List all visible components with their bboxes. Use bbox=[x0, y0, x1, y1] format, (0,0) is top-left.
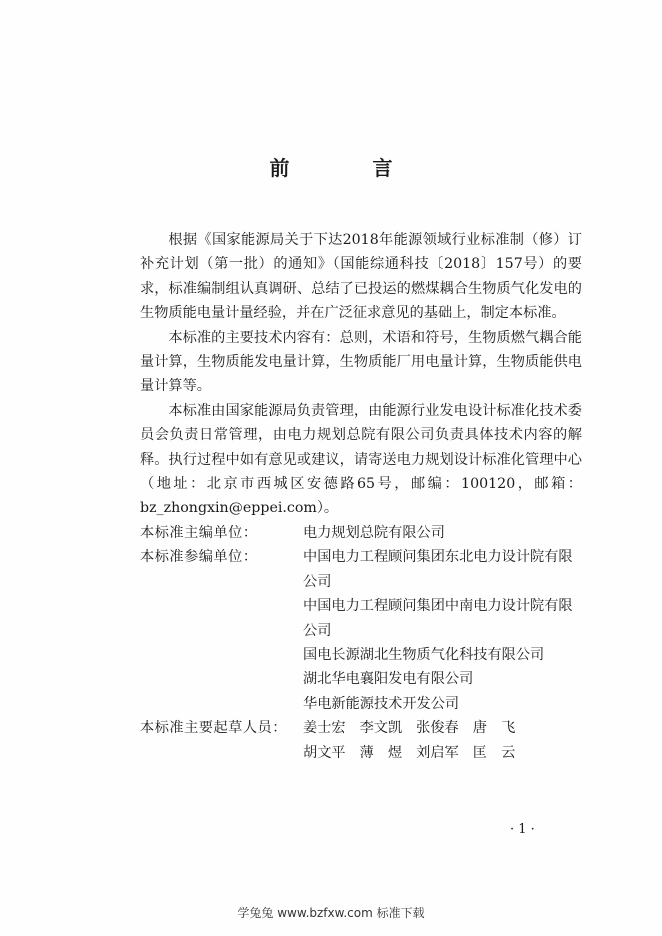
co-editor-item: 中国电力工程顾问集团中南电力设计院有限公司 bbox=[303, 598, 573, 639]
drafter-name: 刘启军 bbox=[416, 744, 459, 761]
co-editor-item: 湖北华电襄阳发电有限公司 bbox=[303, 671, 474, 688]
co-editors-row bbox=[140, 545, 582, 716]
drafters-label: 本标准主要起草人员： bbox=[140, 720, 287, 737]
drafters-line bbox=[303, 741, 582, 765]
co-editor-item: 国电长源湖北生物质气化科技有限公司 bbox=[303, 646, 545, 663]
page-number: · 1 · bbox=[510, 822, 535, 837]
co-editors-label: 本标准参编单位： bbox=[140, 549, 258, 566]
co-editor-item: 华电新能源技术开发公司 bbox=[303, 695, 460, 712]
chief-editor-value: 电力规划总院有限公司 bbox=[303, 524, 445, 541]
drafter-name: 张俊春 bbox=[416, 720, 459, 737]
drafter-name: 薄 煜 bbox=[359, 744, 403, 761]
drafter-name: 唐 飞 bbox=[472, 720, 516, 737]
page-title: 前 言 bbox=[269, 156, 431, 180]
co-editor-item: 中国电力工程顾问集团东北电力设计院有限公司 bbox=[303, 549, 573, 590]
drafter-name: 姜士宏 bbox=[303, 720, 346, 737]
paragraph-basis: 根据《国家能源局关于下达2018年能源领域行业标准制（修）订补充计划（第一批）的通知》（国能综通科技〔2018〕157号）的要求，标准编制组认真调研、总结了已投运的燃煤耦合生物质气化发电的生物质能电量计量经验，并在广泛征求意见的基础上，制定本标准。 bbox=[140, 232, 582, 322]
drafters-line bbox=[303, 716, 582, 740]
drafters-row bbox=[140, 716, 582, 765]
chief-editor-row bbox=[140, 521, 582, 545]
paragraph-content: 本标准的主要技术内容有：总则，术语和符号，生物质燃气耦合能量计算，生物质能发电量计算，生物质能厂用电量计算，生物质能供电量计算等。 bbox=[140, 329, 582, 395]
drafter-name: 李文凯 bbox=[359, 720, 403, 737]
preface-body bbox=[140, 228, 582, 765]
drafter-name: 胡文平 bbox=[303, 744, 346, 761]
drafter-name: 匡 云 bbox=[472, 744, 516, 761]
footer-watermark: 学兔兔 www.bzfxw.com 标准下载 bbox=[237, 906, 425, 920]
chief-editor-label: 本标准主编单位： bbox=[140, 524, 258, 541]
paragraph-management: 本标准由国家能源局负责管理，由能源行业发电设计标准化技术委员会负责日常管理，由电力规划总院有限公司负责具体技术内容的解释。执行过程中如有意见或建议，请寄送电力规划设计标准化管理中心（地址：北京市西城区安德路65号，邮编：100120，邮箱：bz_zhongxin@eppei.com）。 bbox=[140, 402, 582, 517]
